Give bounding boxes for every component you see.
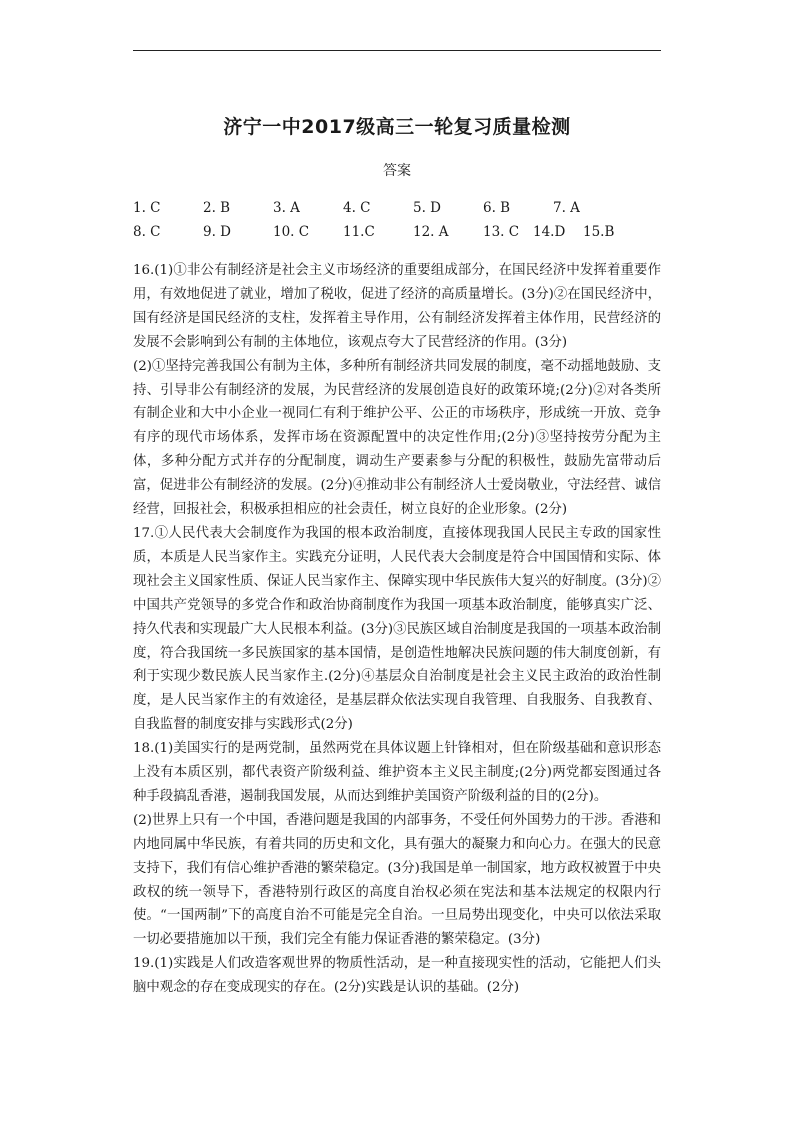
mc-answer: 9. D [203, 224, 231, 240]
answer-paragraph: (2)世界上只有一个中国，香港问题是我国的内部事务，不受任何外国势力的干涉。香港和内地同属中华民族，有着共同的历史和文化，具有强大的凝聚力和向心力。在强大的民意支持下，我们有信心维护香港的繁荣稳定。(3分)我国是单一制国家，地方政权被置于中央政权的统一领导下，香港特别行政区的高度自治权必须在宪法和基本法规定的权限内行使。“一国两制”下的高度自治不可能是完全自治。一旦局势出现变化，中央可以依法采取一切必要措施加以干预，我们完全有能力保证香港的繁荣稳定。(3分) [133, 812, 661, 948]
mc-answer: 1. C [133, 200, 161, 216]
answer-body [133, 259, 661, 1000]
mc-answer: 14.D [533, 224, 566, 240]
answer-paragraph: 19.(1)实践是人们改造客观世界的物质性活动，是一种直接现实性的活动，它能把人们头脑中观念的存在变成现实的存在。(2分)实践是认识的基础。(2分) [133, 956, 661, 996]
page-title: 济宁一中2017级高三一轮复习质量检测 [223, 116, 571, 138]
mc-answer: 10. C [273, 224, 310, 240]
mc-answer: 6. B [483, 200, 511, 216]
mc-answer: 5. D [413, 200, 441, 216]
mc-answer: 3. A [273, 200, 300, 216]
answer-paragraph: 16.(1)①非公有制经济是社会主义市场经济的重要组成部分，在国民经济中发挥着重要作用，有效地促进了就业，增加了税收，促进了经济的高质量增长。(3分)②在国民经济中，国有经济是国民经济的支柱，发挥着主导作用，公有制经济发挥着主体作用，民营经济的发展不会影响到公有制的主体地位，该观点夸大了民营经济的作用。(3分) [133, 263, 661, 350]
top-rule [133, 50, 661, 51]
mc-answer: 2. B [203, 200, 231, 216]
mc-answer: 15.B [583, 224, 615, 240]
mc-answer: 7. A [553, 200, 580, 216]
answer-paragraph: 17.①人民代表大会制度作为我国的根本政治制度，直接体现我国人民民主专政的国家性质，本质是人民当家作主。实践充分证明，人民代表大会制度是符合中国国情和实际、体现社会主义国家性质、保证人民当家作主、保障实现中华民族伟大复兴的好制度。(3分)②中国共产党领导的多党合作和政治协商制度作为我国一项基本政治制度，能够真实广泛、持久代表和实现最广大人民根本利益。(3分)③民族区域自治制度是我国的一项基本政治制度，符合我国统一多民族国家的基本国情，是创造性地解决民族问题的伟大制度创新，有利于实现少数民族人民当家作主.(2分)④基层众自治制度是社会主义民主政治的政治性制度，是人民当家作主的有效途径，是基层群众依法实现自我管理、自我服务、自我教育、自我监督的制度安排与实践形式(2分) [133, 525, 661, 733]
mc-answer: 8. C [133, 224, 161, 240]
mc-answer: 12. A [413, 224, 449, 240]
mc-answer: 13. C [483, 224, 520, 240]
answer-paragraph: (2)①坚持完善我国公有制为主体，多种所有制经济共同发展的制度，毫不动摇地鼓励、支持、引导非公有制经济的发展，为民营经济的发展创造良好的政策环境;(2分)②对各类所有制企业和大中小企业一视同仁有利于维护公平、公正的市场秩序，形成统一开放、竞争有序的现代市场体系，发挥市场在资源配置中的决定性作用;(2分)③坚持按劳分配为主体，多种分配方式并存的分配制度，调动生产要素参与分配的积极性，鼓励先富带动后富，促进非公有制经济的发展。(2分)④推动非公有制经济人士爱岗敬业，守法经营、诚信经营，回报社会，积极承担相应的社会责任，树立良好的企业形象。(2分) [133, 358, 661, 518]
mc-answer: 4. C [343, 200, 371, 216]
answer-paragraph: 18.(1)美国实行的是两党制，虽然两党在具体议题上针锋相对，但在阶级基础和意识形态上没有本质区别，都代表资产阶级利益、维护资本主义民主制度;(2分)两党都妄图通过各种手段搞乱香港，遏制我国发展，从而达到维护美国资产阶级利益的目的(2分)。 [133, 741, 661, 804]
mc-answer: 11.C [343, 224, 375, 240]
page-subtitle: 答案 [383, 163, 411, 179]
